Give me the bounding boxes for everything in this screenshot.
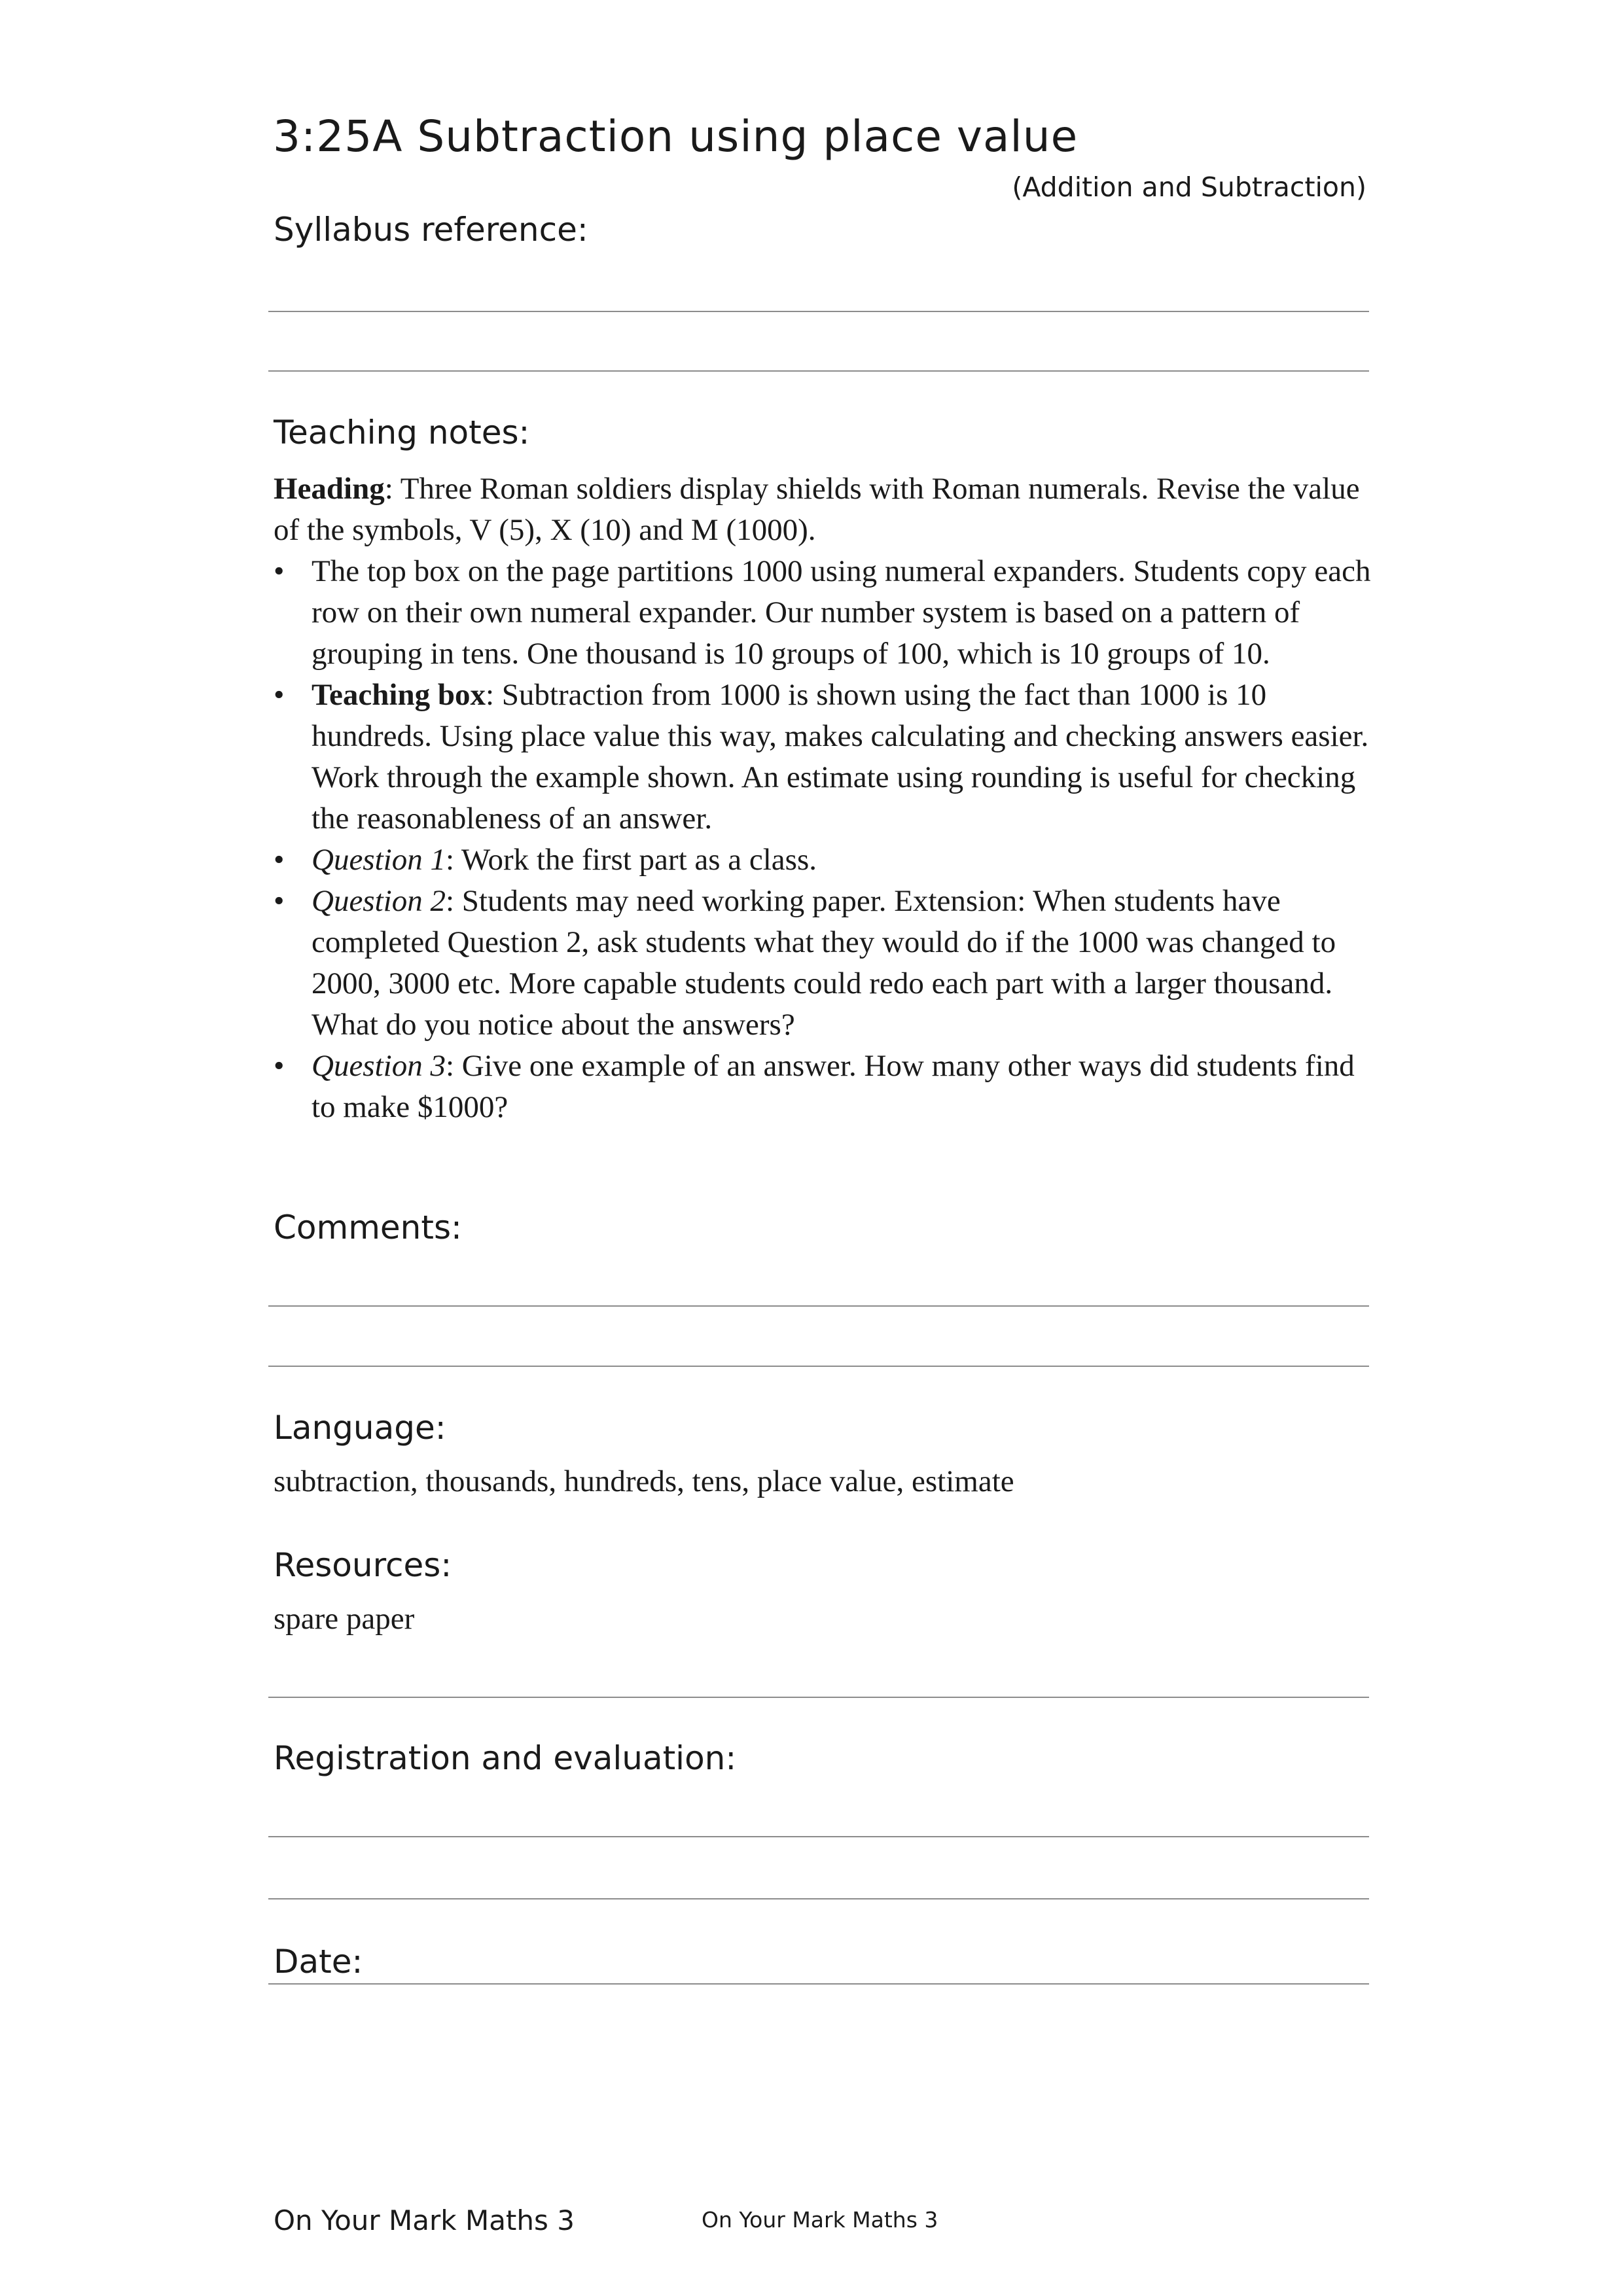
registration-line-1 <box>268 1836 1369 1837</box>
footer-book-title: On Your Mark Maths 3 <box>274 2204 575 2236</box>
note-bullet-text: : Work the first part as a class. <box>445 843 817 877</box>
note-bullet-text: : Give one example of an answer. How many other ways did students find to make $1000? <box>312 1049 1355 1124</box>
note-bullet <box>274 839 1380 881</box>
note-bullet-lead: Question 2 <box>312 884 446 918</box>
note-bullet <box>274 1046 1380 1128</box>
language-label: Language: <box>274 1409 446 1447</box>
note-bullet-text: : Students may need working paper. Extension: When students have completed Question 2, ask students what they would do if the 1000 was changed to 2000, 3000 etc. More capable students could redo each part with a larger thousand. What do you notice about the answers? <box>312 884 1336 1042</box>
teaching-notes-label: Teaching notes: <box>274 414 530 451</box>
language-text: subtraction, thousands, hundreds, tens, place value, estimate <box>274 1464 1014 1498</box>
note-bullet <box>274 675 1380 839</box>
comments-line-1 <box>268 1305 1369 1307</box>
teaching-notes-body <box>274 468 1380 1128</box>
footer-book-title-small: On Your Mark Maths 3 <box>702 2207 938 2233</box>
note-bullet-text: The top box on the page partitions 1000 using numeral expanders. Students copy each row on their own numeral expander. Our number system is based on a pattern of grouping in tens. One thousand is 10 groups of 100, which is 10 groups of 10. <box>312 554 1371 671</box>
note-bullet-lead: Teaching box <box>312 678 486 712</box>
note-bullet-lead: Question 3 <box>312 1049 446 1083</box>
note-bullet-text: : Subtraction from 1000 is shown using the fact than 1000 is 10 hundreds. Using place value this way, makes calculating and checking answers easier. Work through the example shown. An estimate using rounding is useful for checking the reasonableness of an answer. <box>312 678 1369 836</box>
registration-label: Registration and evaluation: <box>274 1739 737 1777</box>
resources-label: Resources: <box>274 1546 452 1584</box>
registration-line-2 <box>268 1898 1369 1899</box>
note-bullet-lead: Question 1 <box>312 843 446 877</box>
page-title: 3:25A Subtraction using place value <box>273 111 1079 162</box>
teaching-notes-list <box>274 551 1380 1128</box>
comments-line-2 <box>268 1366 1369 1367</box>
heading-note-text: : Three Roman soldiers display shields with Roman numerals. Revise the value of the symbols, V (5), X (10) and M (1000). <box>274 472 1360 547</box>
strand-subtitle: (Addition and Subtraction) <box>1012 171 1366 203</box>
syllabus-line-2 <box>268 370 1369 372</box>
heading-note-bold: Heading <box>274 472 385 506</box>
date-label: Date: <box>274 1943 363 1981</box>
note-bullet <box>274 551 1380 675</box>
syllabus-reference-label: Syllabus reference: <box>274 211 588 249</box>
resources-text: spare paper <box>274 1602 415 1636</box>
date-line <box>268 1983 1369 1985</box>
heading-note <box>274 468 1380 551</box>
comments-label: Comments: <box>274 1209 462 1246</box>
syllabus-line-1 <box>268 311 1369 312</box>
resources-line <box>268 1697 1369 1698</box>
note-bullet <box>274 881 1380 1046</box>
